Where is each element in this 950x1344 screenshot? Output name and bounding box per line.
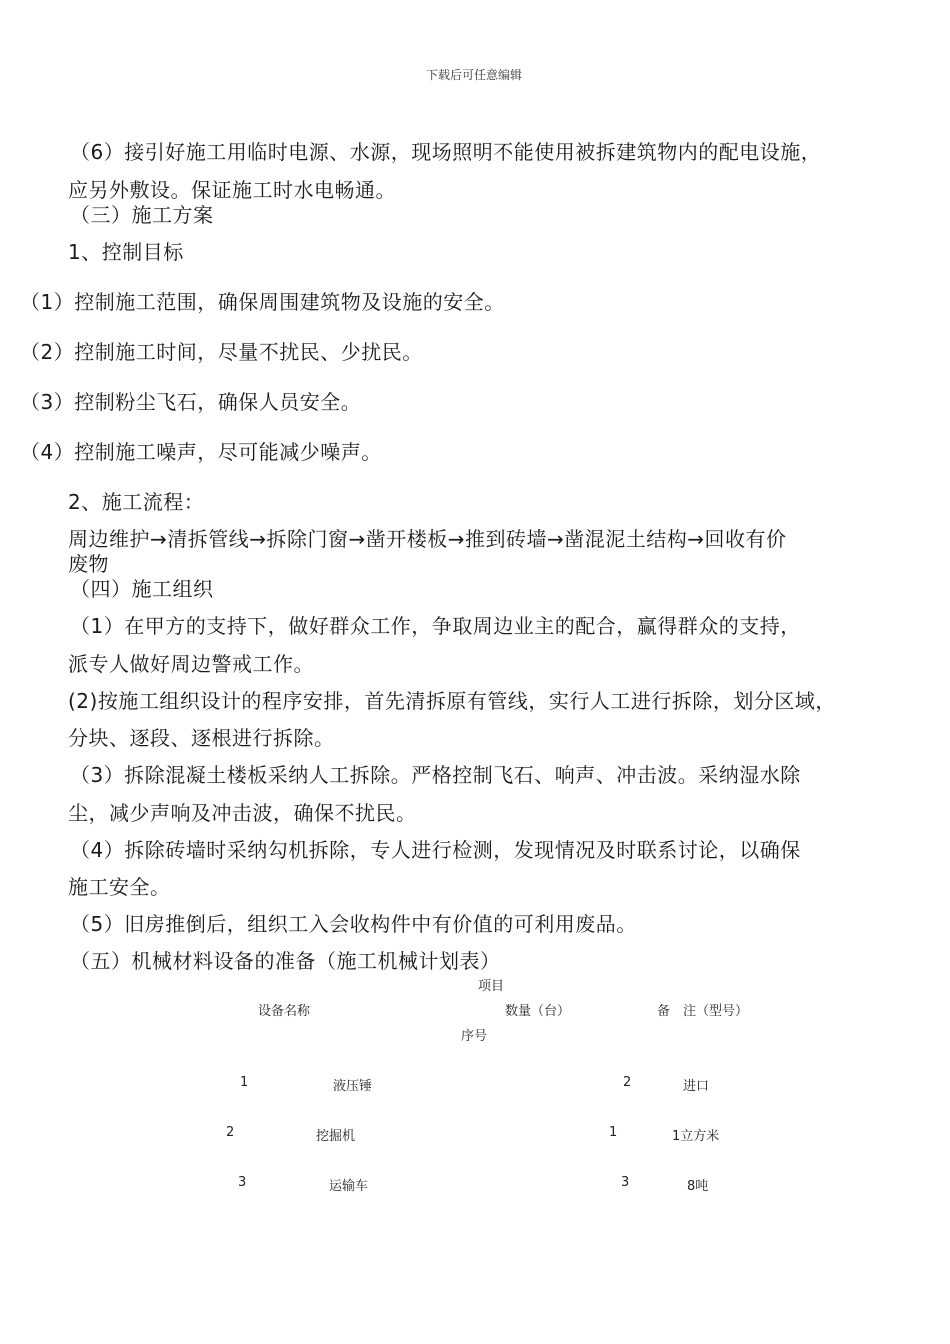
table-header-name: 设备名称 xyxy=(258,1004,311,1019)
paragraph-line: 周边维护→清拆管线→拆除门窗→凿开楼板→推到砖墙→凿混泥土结构→回收有价 xyxy=(68,527,787,551)
row-seq: 3 xyxy=(238,1175,247,1190)
table-header-project: 项目 xyxy=(478,979,505,994)
paragraph-line: 应另外敷设。保证施工时水电畅通。 xyxy=(68,178,396,202)
row-name: 挖掘机 xyxy=(316,1129,356,1144)
subsection-heading: 1、控制目标 xyxy=(68,240,184,264)
paragraph-line: （1）在甲方的支持下，做好群众工作，争取周边业主的配合，赢得群众的支持， xyxy=(70,614,801,638)
subsection-heading: 2、施工流程： xyxy=(68,490,205,514)
paragraph-line: 施工安全。 xyxy=(68,875,171,899)
table-header-seq: 序号 xyxy=(461,1029,488,1044)
section-heading: （五）机械材料设备的准备（施工机械计划表） xyxy=(70,949,501,973)
list-item: （1）控制施工范围，确保周围建筑物及设施的安全。 xyxy=(20,290,505,314)
row-seq: 2 xyxy=(226,1125,235,1140)
paragraph-line: 派专人做好周边警戒工作。 xyxy=(68,652,314,676)
paragraph-line: (2)按施工组织设计的程序安排，首先清拆原有管线，实行人工进行拆除，划分区域， xyxy=(68,689,836,713)
row-note: 进口 xyxy=(683,1079,710,1094)
paragraph-line: （4）拆除砖墙时采纳勾机拆除，专人进行检测，发现情况及时联系讨论，以确保 xyxy=(70,838,801,862)
paragraph-line: 废物 xyxy=(68,552,109,576)
paragraph-line: （5）旧房推倒后，组织工入会收构件中有价值的可利用废品。 xyxy=(70,912,637,936)
list-item: （4）控制施工噪声，尽可能减少噪声。 xyxy=(20,440,382,464)
paragraph-line: 尘，减少声响及冲击波，确保不扰民。 xyxy=(68,801,417,825)
table-header-note: 备 注（型号） xyxy=(657,1004,749,1019)
paragraph-line: （6）接引好施工用临时电源、水源，现场照明不能使用被拆建筑物内的配电设施， xyxy=(70,140,822,164)
page-header: 下载后可任意编辑 xyxy=(426,68,523,82)
row-note: 8吨 xyxy=(687,1179,709,1194)
paragraph-line: （3）拆除混凝土楼板采纳人工拆除。严格控制飞石、响声、冲击波。采纳湿水除 xyxy=(70,763,801,787)
paragraph-line: 分块、逐段、逐根进行拆除。 xyxy=(68,726,335,750)
row-qty: 3 xyxy=(621,1175,630,1190)
row-qty: 2 xyxy=(623,1075,632,1090)
section-heading: （三）施工方案 xyxy=(70,203,214,227)
row-note: 1立方米 xyxy=(672,1129,720,1144)
list-item: （3）控制粉尘飞石，确保人员安全。 xyxy=(20,390,362,414)
row-name: 液压锤 xyxy=(333,1079,373,1094)
row-qty: 1 xyxy=(609,1125,618,1140)
row-name: 运输车 xyxy=(329,1179,369,1194)
list-item: （2）控制施工时间，尽量不扰民、少扰民。 xyxy=(20,340,423,364)
table-header-qty: 数量（台） xyxy=(505,1004,571,1019)
section-heading: （四）施工组织 xyxy=(70,577,214,601)
row-seq: 1 xyxy=(240,1075,249,1090)
